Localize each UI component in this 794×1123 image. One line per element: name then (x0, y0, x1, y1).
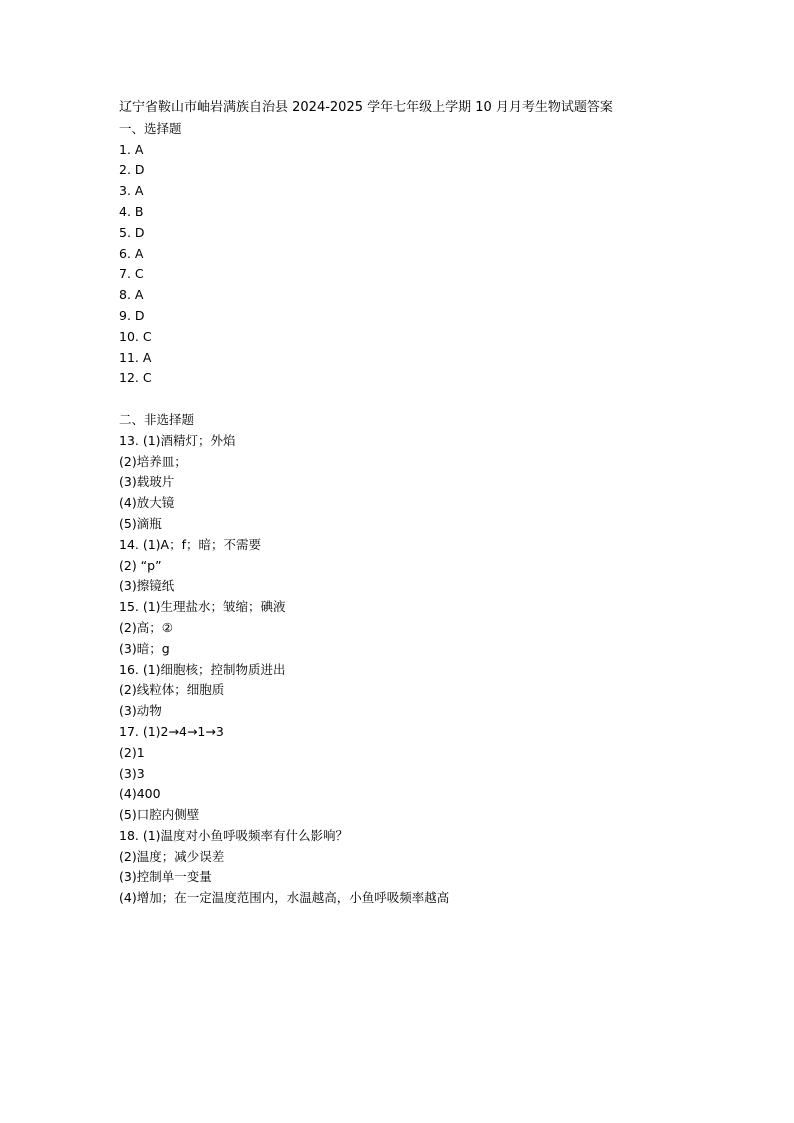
answer-line: 6. A (119, 245, 144, 261)
answer-line: 18. (1)温度对小鱼呼吸频率有什么影响？ (119, 827, 349, 843)
blank-line (119, 389, 679, 410)
answer-line: 7. C (119, 266, 144, 282)
answer-line: 9. D (119, 307, 145, 323)
answer-line: (2)温度；减少误差 (119, 848, 225, 864)
answer-line: (4)增加；在一定温度范围内，水温越高，小鱼呼吸频率越高 (119, 890, 450, 906)
answer-line: 8. A (119, 287, 144, 303)
answer-line: 5. D (119, 224, 145, 240)
answer-line: 12. C (119, 370, 152, 386)
answer-line: 10. C (119, 328, 152, 344)
answer-line: 14. (1)A；f；暗；不需要 (119, 536, 262, 552)
answer-line: (3)暗；g (119, 640, 170, 656)
answer-line: (3)控制单一变量 (119, 869, 212, 885)
answer-line: (5)滴瓶 (119, 515, 162, 531)
answer-line: (5)口腔内侧壁 (119, 807, 200, 823)
answer-line: 11. A (119, 349, 152, 365)
answer-line: (3)动物 (119, 703, 162, 719)
answer-line: (3)3 (119, 765, 145, 781)
answer-line: (2)高；② (119, 619, 173, 635)
answer-line: 1. A (119, 141, 144, 157)
document-content (119, 98, 679, 909)
answer-line: (2)线粒体；细胞质 (119, 682, 225, 698)
answer-line: 3. A (119, 183, 144, 199)
answer-line: 13. (1)酒精灯；外焰 (119, 432, 236, 448)
answer-line: (2)培养皿； (119, 453, 187, 469)
answer-line: 17. (1)2→4→1→3 (119, 723, 224, 739)
document-title: 辽宁省鞍山市岫岩满族自治县 2024-2025 学年七年级上学期 10 月月考生物试题答案 (119, 100, 613, 115)
answer-line: 15. (1)生理盐水；皱缩；碘液 (119, 599, 286, 615)
answer-line: 16. (1)细胞核；控制物质进出 (119, 661, 286, 677)
answer-line: (4)放大镜 (119, 495, 175, 511)
section-heading-choice: 一、选择题 (119, 120, 182, 136)
answer-line: (3)擦镜纸 (119, 578, 175, 594)
answer-line: (2)1 (119, 744, 145, 760)
answer-line: 4. B (119, 203, 144, 219)
answer-line: (4)400 (119, 786, 161, 802)
answer-line: 2. D (119, 162, 145, 178)
answer-line: (3)载玻片 (119, 474, 175, 490)
answer-line: (2) “p” (119, 557, 162, 573)
section-heading-nonchoice: 二、非选择题 (119, 411, 195, 427)
